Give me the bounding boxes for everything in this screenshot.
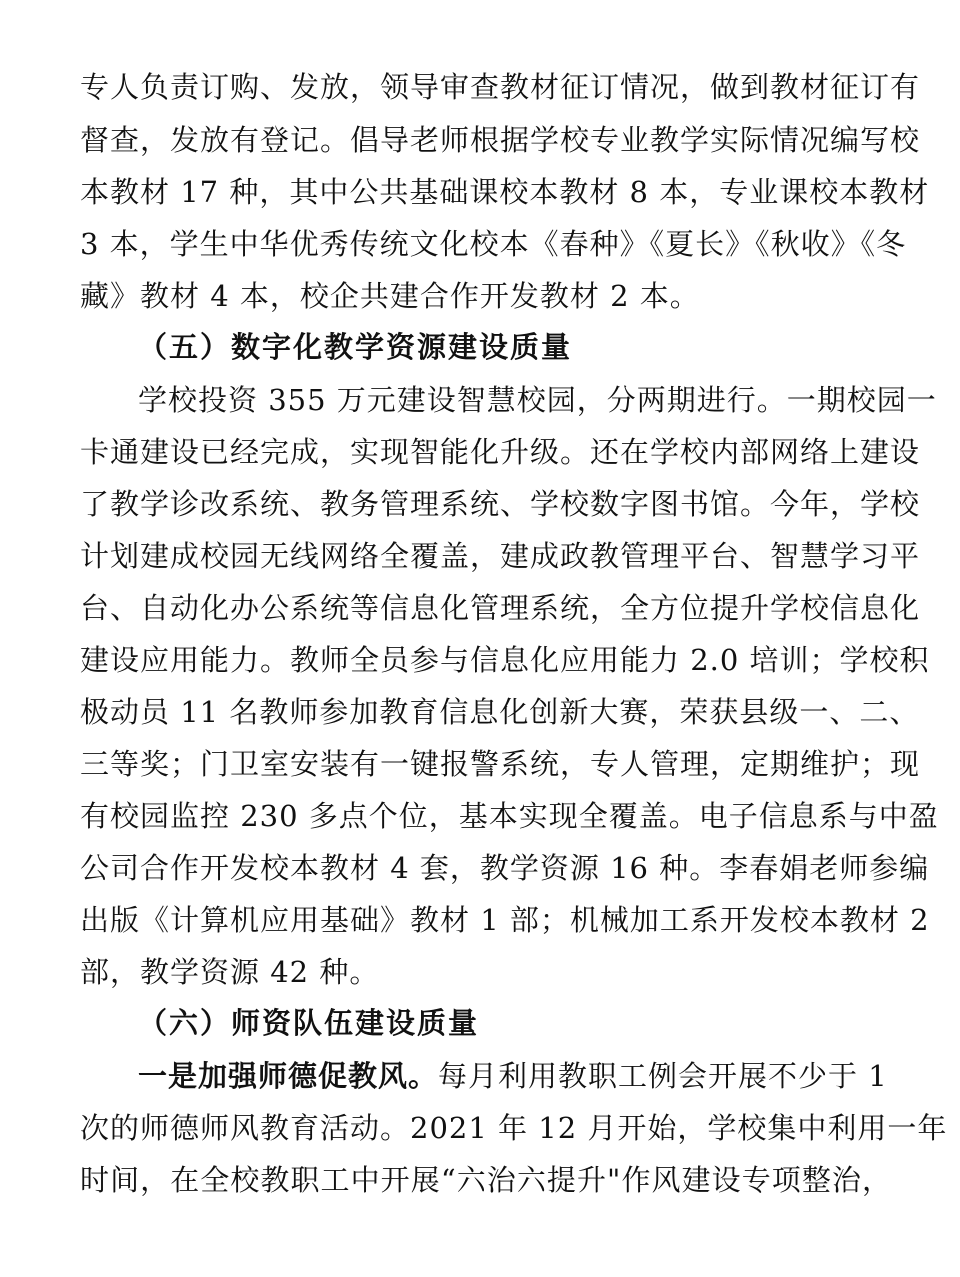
text-line: 学校投资 355 万元建设智慧校园，分两期进行。一期校园一 — [138, 383, 937, 417]
bold-lead-text: 一是加强师德促教风。 — [138, 1059, 439, 1093]
text-line: 3 本，学生中华优秀传统文化校本《春种》《夏长》《秋收》《冬 — [80, 227, 907, 261]
text-line — [138, 1056, 892, 1096]
text-line: 次的师德师风教育活动。2021 年 12 月开始，学校集中利用一年 — [80, 1111, 948, 1145]
text-line: 极动员 11 名教师参加教育信息化创新大赛，荣获县级一、二、 — [80, 695, 920, 729]
text-line: 藏》教材 4 本，校企共建合作开发教材 2 本。 — [80, 279, 700, 313]
text-line: 督查，发放有登记。倡导老师根据学校专业教学实际情况编写校 — [80, 123, 921, 157]
text-line: 台、自动化办公系统等信息化管理系统，全方位提升学校信息化 — [80, 591, 921, 625]
text-line: 公司合作开发校本教材 4 套，教学资源 16 种。李春娟老师参编 — [80, 851, 930, 885]
text-line: 计划建成校园无线网络全覆盖，建成政教管理平台、智慧学习平 — [80, 539, 921, 573]
text-line: 卡通建设已经完成，实现智能化升级。还在学校内部网络上建设 — [80, 435, 921, 469]
text-line: 时间，在全校教职工中开展“六治六提升"作风建设专项整治， — [80, 1163, 892, 1197]
section-heading: （五）数字化教学资源建设质量 — [138, 330, 573, 364]
text-line: 了教学诊改系统、教务管理系统、学校数字图书馆。今年，学校 — [80, 487, 921, 521]
text-line: 建设应用能力。教师全员参与信息化应用能力 2.0 培训；学校积 — [80, 643, 930, 677]
text-line: 部，教学资源 42 种。 — [80, 955, 380, 989]
text-line: 三等奖；门卫室安装有一键报警系统，专人管理，定期维护；现 — [80, 747, 921, 781]
text-span: 每月利用教职工例会开展不少于 1 — [438, 1059, 888, 1093]
text-line: 本教材 17 种，其中公共基础课校本教材 8 本，专业课校本教材 — [80, 175, 930, 209]
text-line: 有校园监控 230 多点个位，基本实现全覆盖。电子信息系与中盈 — [80, 799, 939, 833]
text-line: 专人负责订购、发放，领导审查教材征订情况，做到教材征订有 — [80, 70, 921, 104]
text-line: 出版《计算机应用基础》教材 1 部；机械加工系开发校本教材 2 — [80, 903, 930, 937]
section-heading: （六）师资队伍建设质量 — [138, 1006, 480, 1040]
